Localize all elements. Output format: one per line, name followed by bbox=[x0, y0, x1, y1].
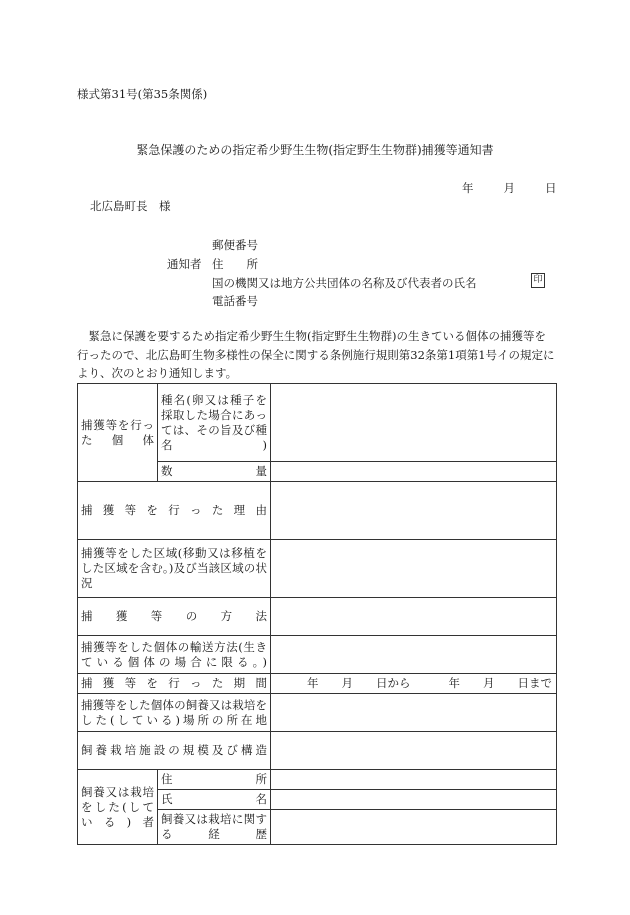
period-value[interactable] bbox=[271, 674, 557, 694]
date-year: 年 bbox=[462, 181, 474, 195]
notification-table bbox=[77, 383, 557, 845]
keeper-history-value[interactable] bbox=[271, 810, 557, 845]
method-label: 捕獲等の方法 bbox=[78, 598, 271, 636]
location-value[interactable] bbox=[271, 694, 557, 732]
quantity-label: 数量 bbox=[158, 462, 271, 482]
area-label: 捕獲等をした区域(移動又は移植をした区域を含む。)及び当該区域の状況 bbox=[78, 540, 271, 598]
transport-value[interactable] bbox=[271, 636, 557, 674]
addressee: 北広島町長 様 bbox=[90, 199, 171, 213]
notifier-label: 通知者 bbox=[167, 257, 202, 271]
document-title: 緊急保護のための指定希少野生生物(指定野生生物群)捕獲等通知書 bbox=[136, 143, 494, 157]
keeper-address-value[interactable] bbox=[271, 770, 557, 790]
species-name-value[interactable] bbox=[271, 384, 557, 462]
notifier-name: 国の機関又は地方公共団体の名称及び代表者の氏名 bbox=[212, 276, 477, 290]
keeper-name-label: 氏名 bbox=[158, 790, 271, 810]
form-number: 様式第31号(第35条関係) bbox=[77, 87, 208, 101]
period-from: 年 月 日から bbox=[307, 676, 411, 690]
species-name-label: 種名(卵又は種子を採取した場合にあっては、その旨及び種名) bbox=[158, 384, 271, 462]
captured-individual-label: 捕獲等を行った個体 bbox=[78, 384, 158, 482]
intro-paragraph: 緊急に保護を要するため指定希少野生生物(指定野生生物群)の生きている個体の捕獲等を行ったので、北広島町生物多様性の保全に関する条例施行規則第32条第1項第1号イの規定により、次のとおり通知します。 bbox=[77, 329, 555, 380]
notifier-postal-code: 郵便番号 bbox=[212, 238, 258, 252]
quantity-value[interactable] bbox=[271, 462, 557, 482]
area-value[interactable] bbox=[271, 540, 557, 598]
period-label: 捕獲等を行った期間 bbox=[78, 674, 271, 694]
notifier-address: 住 所 bbox=[212, 257, 258, 271]
location-label: 捕獲等をした個体の飼養又は栽培をした(している)場所の所在地 bbox=[78, 694, 271, 732]
facility-label: 飼養栽培施設の規模及び構造 bbox=[78, 732, 271, 770]
date-day: 日 bbox=[545, 181, 557, 195]
transport-label: 捕獲等をした個体の輸送方法(生きている個体の場合に限る。) bbox=[78, 636, 271, 674]
seal-mark: 印 bbox=[531, 273, 545, 288]
keeper-label: 飼養又は栽培をした(している)者 bbox=[78, 770, 158, 845]
reason-label: 捕獲等を行った理由 bbox=[78, 482, 271, 540]
date-line bbox=[462, 180, 557, 196]
keeper-name-value[interactable] bbox=[271, 790, 557, 810]
keeper-history-label: 飼養又は栽培に関する経歴 bbox=[158, 810, 271, 845]
keeper-address-label: 住所 bbox=[158, 770, 271, 790]
reason-value[interactable] bbox=[271, 482, 557, 540]
method-value[interactable] bbox=[271, 598, 557, 636]
date-month: 月 bbox=[503, 181, 515, 195]
notifier-phone: 電話番号 bbox=[212, 294, 258, 308]
facility-value[interactable] bbox=[271, 732, 557, 770]
period-to: 年 月 日まで bbox=[448, 676, 552, 690]
